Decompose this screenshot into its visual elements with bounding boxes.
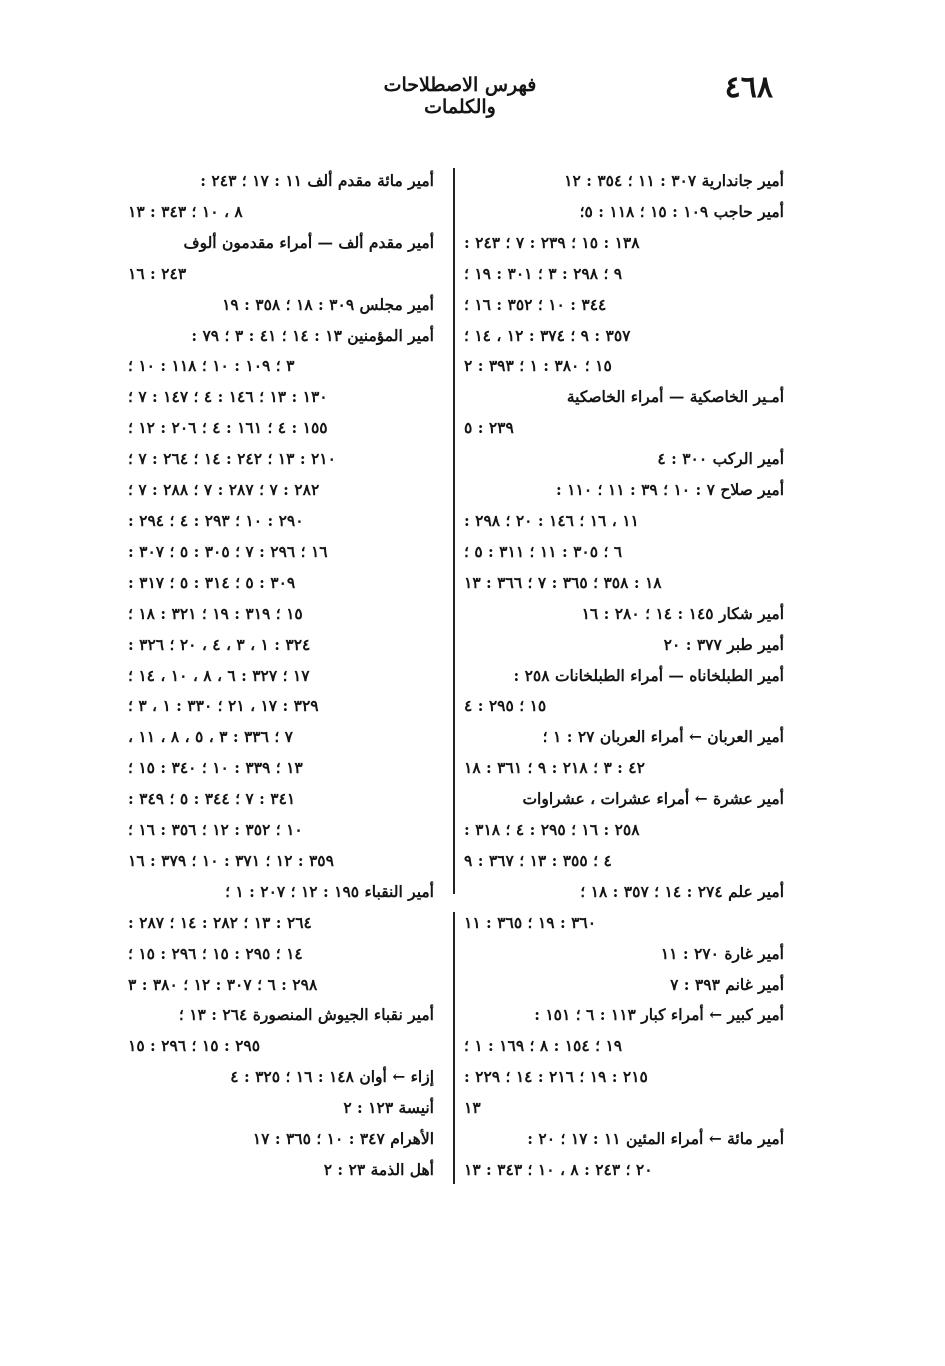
page-number: ٤٦٨ xyxy=(724,70,773,105)
index-entry-continuation: ٢٩٨ : ٦ ؛ ٣٠٧ : ١٢ ؛ ٣٨٠ : ٣ xyxy=(128,974,318,994)
index-entry-continuation: ١٥ ؛ ٢٩٥ : ٤ xyxy=(464,696,547,716)
index-entry: إزاء ← أوان ١٤٨ : ١٦ ؛ ٣٢٥ : ٤ xyxy=(230,1067,434,1087)
index-entry: أمير مقدم ألف — أمراء مقدمون ألوف xyxy=(183,232,434,252)
index-entry: أمير الطبلخاناه — أمراء الطبلخانات ٢٥٨ : xyxy=(513,665,784,685)
index-entry: أمير صلاح ٧ : ١٠ ؛ ٣٩ : ١١ ؛ ١١٠ : xyxy=(556,480,784,500)
index-entry: أهل الذمة ٢٣ : ٢ xyxy=(323,1160,434,1179)
column-divider-lower xyxy=(453,912,455,1184)
page-title: فهرس الاصطلاحات والكلمات xyxy=(383,74,537,118)
index-entry: أمير مجلس ٣٠٩ : ١٨ ؛ ٣٥٨ : ١٩ xyxy=(222,294,434,314)
index-entry-continuation: ٢٦٤ : ١٣ ؛ ٢٨٢ : ١٤ ؛ ٢٨٧ : xyxy=(128,912,312,932)
index-entry-continuation: ٣٦٠ : ١٩ ؛ ٣٦٥ : ١١ xyxy=(464,912,597,932)
index-entry: أمير جاندارية ٣٠٧ : ١١ ؛ ٣٥٤ : ١٢ xyxy=(564,171,784,190)
index-column-left xyxy=(128,165,434,1185)
index-entry-continuation: ١٥ ؛ ٣١٩ : ١٩ ؛ ٣٢١ : ١٨ ؛ xyxy=(128,603,303,623)
index-entry-continuation: ١٩ ؛ ١٥٤ : ٨ ؛ ١٦٩ : ١ ؛ xyxy=(464,1036,623,1056)
index-entry: أمير شكار ١٤٥ : ١٤ ؛ ٢٨٠ : ١٦ xyxy=(581,603,784,623)
index-entry-continuation: ١٣ xyxy=(464,1098,481,1118)
index-entry-continuation: ٣٠٩ : ٥ ؛ ٣١٤ : ٥ ؛ ٣١٧ : xyxy=(128,572,296,592)
index-entry-continuation: ١٨ : ٣٥٨ ؛ ٣٦٥ : ٧ ؛ ٣٦٦ : ١٣ xyxy=(464,572,662,592)
index-entry: أمير العربان ← أمراء العربان ٢٧ : ١ ؛ xyxy=(542,727,784,747)
index-entry: أنيسة ١٢٣ : ٢ xyxy=(343,1098,434,1118)
index-entry-continuation: ٤٢ : ٣ ؛ ٢١٨ : ٩ ؛ ٣٦١ : ١٨ xyxy=(464,758,645,778)
index-entry-continuation: ١٥ ؛ ٣٨٠ : ١ ؛ ٣٩٣ : ٢ xyxy=(464,356,612,376)
column-divider-upper xyxy=(453,168,455,894)
index-entry-continuation: ٣٢٩ : ١٧ ، ٢١ ؛ ٣٣٠ : ١ ، ٣ ؛ xyxy=(128,696,319,716)
index-entry-continuation: ١٦ ؛ ٢٩٦ : ٧ ؛ ٣٠٥ : ٥ ؛ ٣٠٧ : xyxy=(128,541,328,561)
index-entry-continuation: ٣ ؛ ١٠٩ : ١٠ ؛ ١١٨ : ١٠ ؛ xyxy=(128,356,295,376)
index-entry: أمير مائة مقدم ألف ١١ : ١٧ ؛ ٢٤٣ : xyxy=(200,171,434,190)
index-entry-continuation: ٢١٠ : ١٣ ؛ ٢٤٢ : ١٤ ؛ ٢٦٤ : ٧ ؛ xyxy=(128,449,336,469)
index-entry-continuation: ٦ ؛ ٣٠٥ : ١١ ؛ ٣١١ : ٥ ؛ xyxy=(464,541,623,561)
index-entry: أمير عشرة ← أمراء عشرات ، عشراوات xyxy=(522,789,784,809)
index-entry-continuation: ٣٤١ : ٧ ؛ ٣٤٤ : ٥ ؛ ٣٤٩ : xyxy=(128,789,296,809)
index-entry-continuation: ٢٤٣ : ١٦ xyxy=(128,263,187,283)
index-entry: أمـير الخاصكية — أمراء الخاصكية xyxy=(566,387,784,407)
index-entry-continuation: ٨ ، ١٠ ؛ ٣٤٣ : ١٣ xyxy=(128,201,243,221)
index-entry-continuation: ٢١٥ : ١٩ ؛ ٢١٦ : ١٤ ؛ ٢٢٩ : xyxy=(464,1067,648,1087)
index-entry-continuation: ١٣ ؛ ٣٣٩ : ١٠ ؛ ٣٤٠ : ١٥ ؛ xyxy=(128,758,303,778)
index-entry: أمير الركب ٣٠٠ : ٤ xyxy=(657,449,784,469)
index-entry-continuation: ٤ ؛ ٣٥٥ : ١٣ ؛ ٣٦٧ : ٩ xyxy=(464,850,612,870)
index-entry: أمير علم ٢٧٤ : ١٤ ؛ ٣٥٧ : ١٨ ؛ xyxy=(580,881,784,901)
index-entry-continuation: ٢٨٢ : ٧ ؛ ٢٨٧ : ٧ ؛ ٢٨٨ : ٧ ؛ xyxy=(128,480,320,500)
index-entry-continuation: ٢٩٠ : ١٠ ؛ ٢٩٣ : ٤ ؛ ٢٩٤ : xyxy=(128,510,304,530)
index-entry-continuation: ٣٥٩ : ١٢ ؛ ٣٧١ : ١٠ ؛ ٣٧٩ : ١٦ xyxy=(128,850,334,870)
index-entry-continuation: ١٤ ؛ ٢٩٥ : ١٥ ؛ ٢٩٦ : ١٥ ؛ xyxy=(128,943,303,963)
index-entry: أمير غانم ٣٩٣ : ٧ xyxy=(670,974,784,994)
index-entry: أمير مائة ← أمراء المئين ١١ : ١٧ ؛ ٢٠ : xyxy=(527,1129,784,1149)
index-entry-continuation: ١١ ، ١٦ ؛ ١٤٦ : ٢٠ ؛ ٢٩٨ : xyxy=(464,510,639,530)
index-entry-continuation: ٣٤٤ : ١٠ ؛ ٣٥٢ : ١٦ ؛ xyxy=(464,294,607,314)
index-entry-continuation: ١٣٨ : ١٥ ؛ ٢٣٩ : ٧ ؛ ٢٤٣ : xyxy=(464,232,640,252)
index-entry: أمير حاجب ١٠٩ : ١٥ ؛ ١١٨ : ٥؛ xyxy=(579,201,784,221)
index-entry-continuation: ١٥٥ : ٤ ؛ ١٦١ : ٤ ؛ ٢٠٦ : ١٢ ؛ xyxy=(128,418,328,438)
index-entry-continuation: ٢٩٥ : ١٥ ؛ ٢٩٦ : ١٥ xyxy=(128,1036,261,1056)
index-column-right xyxy=(464,165,784,1185)
index-entry-continuation: ٢٥٨ : ١٦ ؛ ٢٩٥ : ٤ ؛ ٣١٨ : xyxy=(464,820,640,840)
index-entry-continuation: ٧ ؛ ٣٣٦ : ٣ ، ٥ ، ٨ ، ١١ ، xyxy=(128,727,293,747)
index-entry: أمير طبر ٣٧٧ : ٢٠ xyxy=(663,634,784,654)
index-entry-continuation: ٢٠ ؛ ٢٤٣ : ٨ ، ١٠ ؛ ٣٤٣ : ١٣ xyxy=(464,1160,653,1179)
index-entry: أمير غارة ٢٧٠ : ١١ xyxy=(660,943,784,963)
index-entry-continuation: ٩ ؛ ٢٩٨ : ٣ ؛ ٣٠١ : ١٩ ؛ xyxy=(464,263,623,283)
index-entry: الأهرام ٣٤٧ : ١٠ ؛ ٣٦٥ : ١٧ xyxy=(252,1129,434,1149)
index-entry-continuation: ١٣٠ : ١٣ ؛ ١٤٦ : ٤ ؛ ١٤٧ : ٧ ؛ xyxy=(128,387,328,407)
index-entry-continuation: ١٧ ؛ ٣٢٧ : ٦ ، ٨ ، ١٠ ، ١٤ ؛ xyxy=(128,665,310,685)
index-entry: أمير المؤمنين ١٣ : ١٤ ؛ ٤١ : ٣ ؛ ٧٩ : xyxy=(191,325,434,345)
index-entry: أمير النقباء ١٩٥ : ١٢ ؛ ٢٠٧ : ١ ؛ xyxy=(225,881,434,901)
index-entry: أمير نقباء الجيوش المنصورة ٢٦٤ : ١٣ ؛ xyxy=(178,1005,434,1025)
index-entry-continuation: ٢٣٩ : ٥ xyxy=(464,418,514,438)
index-entry-continuation: ١٠ ؛ ٣٥٢ : ١٢ ؛ ٣٥٦ : ١٦ ؛ xyxy=(128,820,303,840)
index-entry: أمير كبير ← أمراء كبار ١١٣ : ٦ ؛ ١٥١ : xyxy=(534,1005,784,1025)
index-entry-continuation: ٣٥٧ : ٩ ؛ ٣٧٤ : ١٢ ، ١٤ ؛ xyxy=(464,325,631,345)
index-entry-continuation: ٣٢٤ : ١ ، ٣ ، ٤ ، ٢٠ ؛ ٣٢٦ : xyxy=(128,634,311,654)
